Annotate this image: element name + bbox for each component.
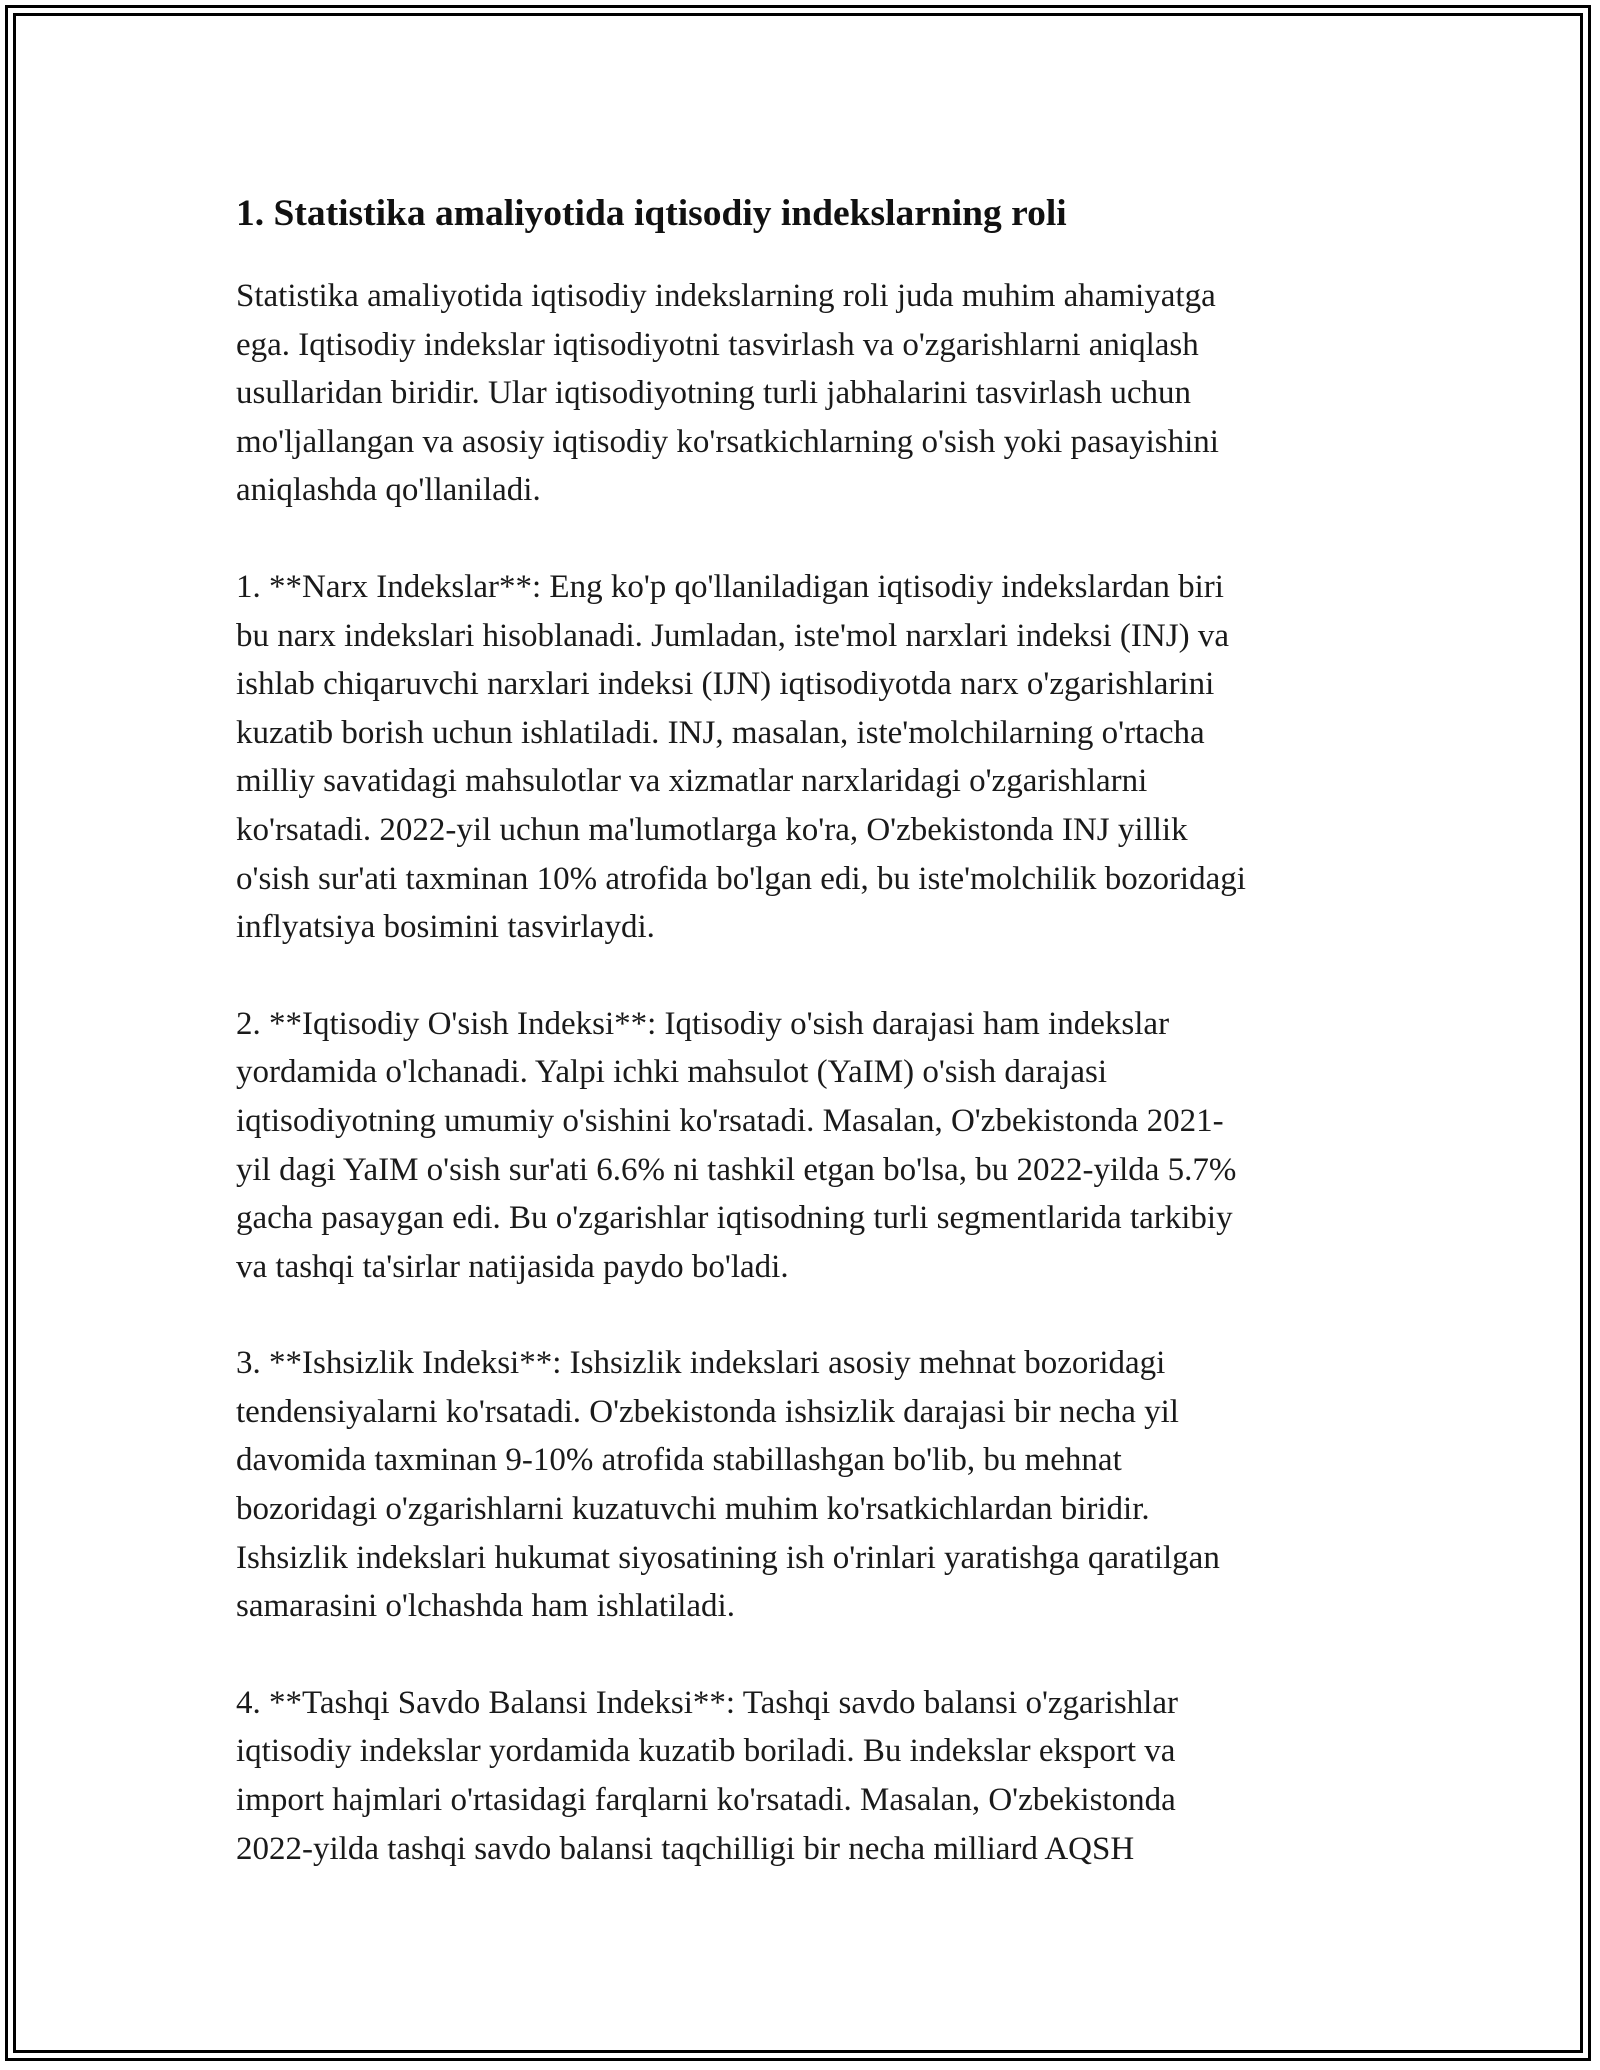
trade-balance-index-paragraph: 4. **Tashqi Savdo Balansi Indeksi**: Tashqi savdo balansi o'zgarishlar iqtisodiy indekslar yordamida kuzatib boriladi. Bu indekslar eksport va import hajmlari o'rtasidagi farqlarni ko'rsatadi. Masalan, O'zbekistonda 2022-yilda tashqi savdo balansi taqchilligi bir necha milliard AQSH — [236, 1684, 1178, 1867]
price-index-paragraph: 1. **Narx Indekslar**: Eng ko'p qo'llaniladigan iqtisodiy indekslardan biri bu narx indekslari hisoblanadi. Jumladan, iste'mol narxlari indeksi (INJ) va ishlab chiqaruvchi narxlari indeksi (IJN) iqtisodiyotda narx o'zgarishlarini kuzatib borish uchun ishlatiladi. INJ, masalan, iste'molchilarning o'rtacha milliy savatidagi mahsulotlar va xizmatlar narxlaridagi o'zgarishlarni ko'rsatadi. 2022-yil uchun ma'lumotlarga ko'ra, O'zbekistonda INJ yillik o'sish sur'ati taxminan 10% atrofida bo'lgan edi, bu iste'molchilik bozoridagi inflyatsiya bosimini tasvirlaydi. — [236, 568, 1246, 946]
growth-index-paragraph: 2. **Iqtisodiy O'sish Indeksi**: Iqtisodiy o'sish darajasi ham indekslar yordamida o'lchanadi. Yalpi ichki mahsulot (YaIM) o'sish darajasi iqtisodiyotning umumiy o'sishini ko'rsatadi. Masalan, O'zbekistonda 2021- yil dagi YaIM o'sish sur'ati 6.6% ni tashkil etgan bo'lsa, bu 2022-yilda 5.7% gacha pasaygan edi. Bu o'zgarishlar iqtisodning turli segmentlarida tarkibiy va tashqi ta'sirlar natijasida paydo bo'ladi. — [236, 1005, 1237, 1285]
document-body — [236, 186, 1371, 1873]
intro-paragraph: Statistika amaliyotida iqtisodiy indekslarning roli juda muhim ahamiyatga ega. Iqtisodiy indekslar iqtisodiyotni tasvirlash va o'zgarishlarni aniqlash usullaridan biridir. Ular iqtisodiyotning turli jabhalarini tasvirlash uchun mo'ljallangan va asosiy iqtisodiy ko'rsatkichlarning o'sish yoki pasayishini aniqlashda qo'llaniladi. — [236, 278, 1219, 509]
unemployment-index-paragraph: 3. **Ishsizlik Indeksi**: Ishsizlik indekslari asosiy mehnat bozoridagi tendensiyalarni ko'rsatadi. O'zbekistonda ishsizlik darajasi bir necha yil davomida taxminan 9-10% atrofida stabillashgan bo'lib, bu mehnat bozoridagi o'zgarishlarni kuzatuvchi muhim ko'rsatkichlardan biridir. Ishsizlik indekslari hukumat siyosatining ish o'rinlari yaratishga qaratilgan samarasini o'lchashda ham ishlatiladi. — [236, 1345, 1220, 1625]
section-heading: 1. Statistika amaliyotida iqtisodiy indekslarning roli — [236, 193, 1067, 234]
